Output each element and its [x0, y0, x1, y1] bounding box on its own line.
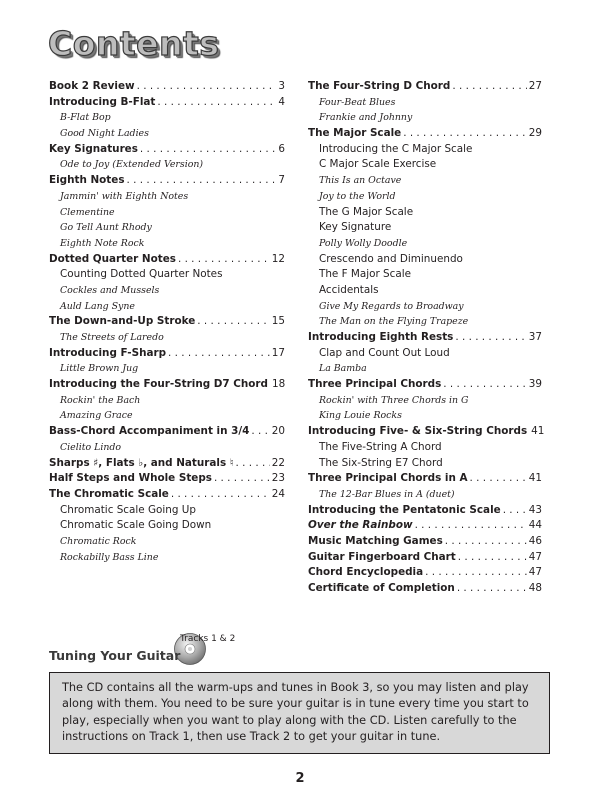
toc-entry-title: Three Principal Chords in A [308, 472, 468, 485]
toc-entry-title: Introducing the Pentatonic Scale [308, 503, 501, 516]
toc-entry-title: The Major Scale [308, 127, 402, 140]
toc-entry-page: 15 [271, 315, 285, 328]
dot-leader [140, 142, 276, 158]
toc-entry [308, 424, 545, 440]
dot-leader [178, 252, 270, 268]
toc-entry-title: Key Signatures [49, 142, 138, 155]
toc-entry-page: 41 [531, 425, 545, 438]
dot-leader [403, 126, 527, 142]
toc-entry [308, 518, 542, 534]
toc-entry [49, 377, 285, 393]
toc-entry [49, 456, 285, 472]
toc-entry-title: Go Tell Aunt Rhody [60, 222, 152, 234]
page-number: 2 [295, 771, 305, 786]
toc-entry-title: Eighth Note Rock [60, 237, 145, 249]
toc-subentry [308, 267, 542, 283]
toc-subentry [308, 361, 542, 377]
toc-left-column [49, 79, 285, 565]
toc-entry-page: 22 [271, 456, 285, 469]
dot-leader [455, 330, 526, 346]
dot-leader [236, 456, 270, 472]
toc-entry-title: Dotted Quarter Notes [49, 252, 176, 265]
toc-entry [308, 581, 542, 597]
dot-leader [445, 534, 527, 550]
toc-entry-title: Clementine [60, 206, 115, 218]
toc-entry-page: 39 [528, 378, 542, 391]
toc-entry-page: 23 [271, 472, 285, 485]
toc-entry-title: Three Principal Chords [308, 378, 442, 391]
toc-subentry [308, 252, 542, 268]
toc-entry-page: 44 [528, 519, 542, 532]
toc-entry-title: Joy to the World [319, 190, 396, 202]
toc-subentry [49, 267, 285, 283]
toc-subentry [308, 236, 542, 252]
toc-entry-title: Guitar Fingerboard Chart [308, 550, 456, 563]
dot-leader [443, 377, 526, 393]
toc-entry-title: C Major Scale Exercise [319, 158, 437, 171]
toc-entry-title: The Streets of Laredo [60, 332, 164, 343]
toc-entry-title: Introducing F-Sharp [49, 346, 167, 359]
toc-entry-page: 6 [278, 142, 285, 155]
toc-entry-title: Polly Wolly Doodle [319, 237, 408, 249]
toc-subentry [308, 205, 542, 221]
toc-entry-title: Music Matching Games [308, 534, 443, 547]
toc-entry-title: Good Night Ladies [60, 128, 149, 140]
toc-subentry [308, 95, 542, 111]
toc-entry [49, 95, 285, 111]
toc-subentry [49, 126, 285, 142]
toc-entry-title: Amazing Grace [60, 410, 133, 422]
toc-entry-title: The Man on the Flying Trapeze [319, 316, 469, 328]
toc-subentry [49, 393, 285, 409]
toc-entry-title: Frankie and Johnny [319, 112, 413, 124]
toc-subentry [308, 346, 542, 362]
toc-entry [49, 314, 285, 330]
toc-entry-page: 29 [528, 127, 542, 140]
toc-entry-title: Eighth Notes [49, 174, 125, 187]
dot-leader [214, 471, 270, 487]
toc-entry-title: Key Signature [319, 221, 392, 234]
toc-entry-title: Cockles and Mussels [60, 284, 160, 296]
toc-entry-page: 48 [528, 582, 542, 594]
toc-entry-title: This Is an Octave [319, 175, 402, 187]
toc-entry-title: Give My Regards to Broadway [319, 300, 464, 312]
toc-entry [308, 377, 542, 393]
toc-entry-title: Crescendo and Diminuendo [319, 252, 463, 265]
toc-entry [49, 471, 285, 487]
toc-entry [49, 79, 285, 95]
toc-entry-title: The Four-String D Chord [308, 80, 451, 92]
toc-entry-page: 20 [271, 425, 285, 438]
toc-entry [308, 126, 542, 142]
toc-entry [49, 487, 285, 503]
toc-entry-title: Chromatic Scale Going Up [60, 503, 196, 516]
toc-entry [49, 252, 285, 268]
toc-entry-title: Book 2 Review [49, 80, 135, 92]
toc-subentry [49, 550, 285, 566]
toc-entry-page: 47 [528, 550, 542, 563]
toc-subentry [308, 173, 542, 189]
toc-subentry [308, 456, 542, 472]
dot-leader [168, 346, 270, 362]
toc-entry-page: 12 [271, 252, 285, 265]
toc-entry-title: Clap and Count Out Loud [319, 346, 450, 359]
toc-entry [308, 565, 542, 581]
toc-entry-title: Introducing Five- & Six-String Chords [308, 425, 528, 438]
toc-subentry [49, 361, 285, 377]
toc-subentry [308, 283, 542, 299]
toc-entry [49, 424, 285, 440]
toc-subentry [49, 205, 285, 221]
tuning-note-box: The CD contains all the warm-ups and tunes in Book 3, so you may listen and play along with them. You need to be sure your guitar is in tune every time you start to play, especially when you want to play along with the CD. Listen carefully to the instructions on Track 1, then use Track 2 to get your guitar in tune. [49, 672, 550, 754]
toc-entry [308, 79, 542, 95]
toc-subentry [49, 408, 285, 424]
toc-entry-title: Chord Encyclopedia [308, 566, 424, 579]
toc-subentry [308, 408, 542, 424]
toc-entry-title: La Bamba [319, 363, 367, 375]
toc-entry-title: Introducing the Four-String D7 Chord [49, 378, 268, 391]
toc-subentry [49, 299, 285, 315]
toc-entry-page: 24 [271, 487, 285, 500]
toc-entry-page: 7 [278, 174, 285, 187]
toc-entry-title: B-Flat Bop [60, 112, 111, 124]
dot-leader [452, 79, 526, 95]
toc-right-column [308, 79, 545, 597]
toc-subentry [49, 236, 285, 252]
toc-entry-page: 46 [528, 534, 542, 547]
toc-entry [49, 346, 285, 362]
toc-entry-title: Certificate of Completion [308, 582, 455, 594]
toc-entry-title: Jammin' with Eighth Notes [60, 190, 189, 202]
toc-entry [308, 471, 542, 487]
cd-tracks-label: Tracks 1 & 2 [180, 634, 236, 644]
dot-leader [251, 424, 269, 440]
toc-entry [308, 550, 542, 566]
toc-subentry [308, 142, 542, 158]
toc-entry [308, 503, 542, 519]
toc-subentry [308, 189, 542, 205]
toc-entry-title: King Louie Rocks [319, 410, 402, 422]
dot-leader [157, 95, 276, 111]
toc-entry-title: Over the Rainbow [308, 519, 413, 532]
toc-entry-title: Chromatic Rock [60, 535, 137, 547]
toc-entry-page: 3 [278, 80, 285, 92]
toc-entry-title: The Chromatic Scale [49, 487, 169, 500]
toc-entry-title: Rockin' with Three Chords in G [319, 394, 469, 406]
toc-entry-title: Rockabilly Bass Line [60, 551, 159, 563]
toc-entry [308, 330, 542, 346]
toc-subentry [308, 110, 542, 126]
toc-entry-title: Counting Dotted Quarter Notes [60, 268, 223, 281]
toc-entry-title: The Six-String E7 Chord [319, 456, 443, 469]
toc-entry-title: Introducing Eighth Rests [308, 331, 454, 343]
toc-entry-title: Bass-Chord Accompaniment in 3/4 [49, 425, 250, 438]
toc-entry-page: 27 [528, 80, 542, 92]
toc-entry-title: Ode to Joy (Extended Version) [60, 159, 204, 171]
tuning-heading: Tuning Your Guitar [49, 648, 181, 663]
toc-entry-page: 4 [278, 95, 285, 108]
dot-leader [415, 518, 527, 534]
toc-subentry [49, 283, 285, 299]
toc-subentry [49, 189, 285, 205]
toc-subentry [308, 314, 542, 330]
toc-subentry [49, 440, 285, 456]
toc-subentry [49, 534, 285, 550]
toc-entry [49, 142, 285, 158]
toc-entry-title: Chromatic Scale Going Down [60, 519, 212, 532]
toc-subentry [308, 157, 542, 173]
toc-subentry [49, 157, 285, 173]
dot-leader [137, 79, 277, 95]
toc-entry-page: 41 [528, 472, 542, 485]
toc-subentry [49, 518, 285, 534]
toc-entry-title: Cielito Lindo [60, 441, 122, 453]
toc-entry-title: The 12-Bar Blues in A (duet) [319, 488, 455, 500]
toc-entry-title: Half Steps and Whole Steps [49, 472, 212, 485]
toc-entry-page: 37 [528, 331, 542, 343]
dot-leader [470, 471, 527, 487]
toc-entry-page: 18 [271, 378, 286, 391]
toc-entry-title: Accidentals [319, 283, 379, 296]
toc-entry [308, 534, 542, 550]
toc-entry-title: Introducing B-Flat [49, 95, 156, 108]
dot-leader [127, 173, 277, 189]
toc-subentry [49, 503, 285, 519]
toc-entry-title: Auld Lang Syne [60, 300, 135, 312]
toc-entry-page: 47 [528, 566, 542, 579]
toc-entry-title: Sharps ♯, Flats ♭, and Naturals ♮ [49, 456, 234, 469]
dot-leader [197, 314, 270, 330]
toc-entry-page: 43 [528, 503, 542, 516]
toc-subentry [308, 299, 542, 315]
toc-entry-title: The F Major Scale [319, 268, 412, 281]
toc-entry-title: Little Brown Jug [60, 363, 139, 375]
toc-entry-title: Four-Beat Blues [319, 96, 396, 108]
toc-subentry [49, 110, 285, 126]
toc-subentry [308, 220, 542, 236]
dot-leader [425, 565, 527, 581]
toc-entry-page: 17 [271, 346, 285, 359]
toc-subentry [49, 220, 285, 236]
toc-subentry [308, 487, 542, 503]
toc-entry-title: Rockin' the Bach [60, 394, 141, 406]
toc-entry-title: Introducing the C Major Scale [319, 142, 473, 155]
toc-entry-title: The Down-and-Up Stroke [49, 315, 196, 328]
toc-subentry [49, 330, 285, 346]
dot-leader [503, 503, 527, 519]
dot-leader [171, 487, 270, 503]
toc-entry-title: The Five-String A Chord [319, 440, 442, 453]
page-title: Contents [48, 24, 220, 63]
toc-subentry [308, 393, 542, 409]
dot-leader [458, 550, 527, 566]
toc-subentry [308, 440, 542, 456]
dot-leader [457, 581, 527, 597]
toc-entry [49, 173, 285, 189]
toc-entry-title: The G Major Scale [319, 205, 414, 218]
